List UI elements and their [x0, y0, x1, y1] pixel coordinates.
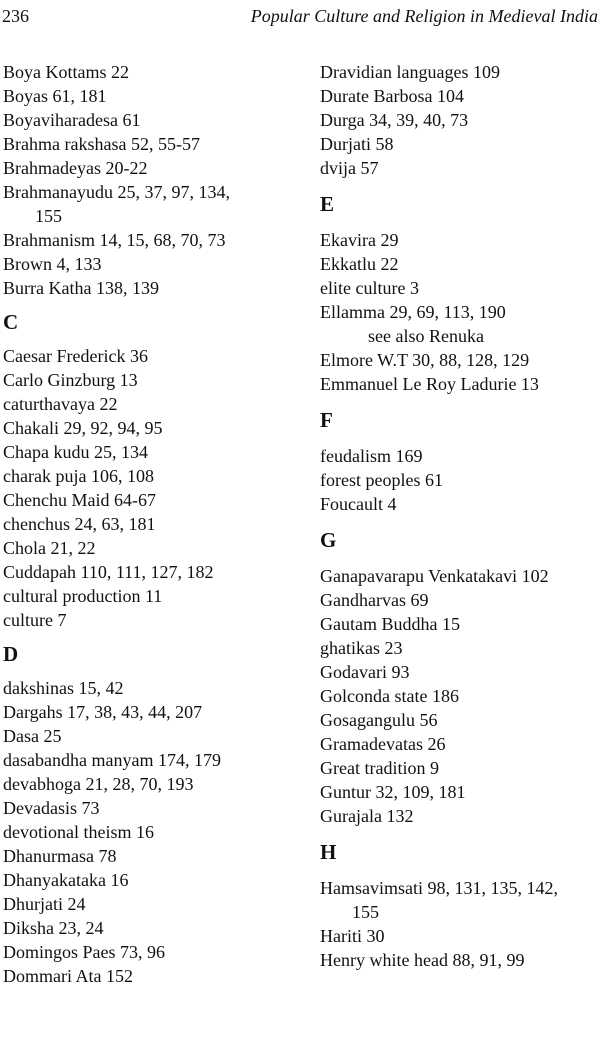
index-entry: Boyas 61, 181 — [3, 86, 107, 106]
index-subentry-see-also: see also Renuka — [368, 326, 484, 346]
index-entry: Hariti 30 — [320, 926, 385, 946]
index-entry: elite culture 3 — [320, 278, 419, 298]
index-entry: Devadasis 73 — [3, 798, 100, 818]
index-entry: ghatikas 23 — [320, 638, 403, 658]
index-entry: Gurajala 132 — [320, 806, 414, 826]
index-entry: feudalism 169 — [320, 446, 423, 466]
index-entry: Domingos Paes 73, 96 — [3, 942, 165, 962]
index-entry: Dhurjati 24 — [3, 894, 86, 914]
index-entry: dakshinas 15, 42 — [3, 678, 124, 698]
index-entry: Elmore W.T 30, 88, 128, 129 — [320, 350, 530, 370]
index-entry: chenchus 24, 63, 181 — [3, 514, 156, 534]
index-entry: Gramadevatas 26 — [320, 734, 446, 754]
entry-line: Hamsavimsati 98, 131, 135, 142, — [320, 878, 558, 898]
index-entry: Durga 34, 39, 40, 73 — [320, 110, 469, 130]
index-column-right — [320, 60, 598, 972]
section-heading-f: F — [320, 408, 333, 432]
entry-continuation: 155 — [352, 902, 379, 922]
entry-line: Brahmanayudu 25, 37, 97, 134, — [3, 182, 230, 202]
index-entry: Golconda state 186 — [320, 686, 459, 706]
index-entry: Foucault 4 — [320, 494, 397, 514]
entry-continuation: 155 — [35, 206, 62, 226]
index-entry: Dargahs 17, 38, 43, 44, 207 — [3, 702, 203, 722]
index-entry: Great tradition 9 — [320, 758, 439, 778]
index-entry: caturthavaya 22 — [3, 394, 118, 414]
index-entry: dasabandha manyam 174, 179 — [3, 750, 221, 770]
index-entry: Boya Kottams 22 — [3, 62, 129, 82]
index-entry: Brahmadeyas 20-22 — [3, 158, 148, 178]
index-entry: Ekkatlu 22 — [320, 254, 399, 274]
index-entry: Dhanyakataka 16 — [3, 870, 129, 890]
index-section-b — [3, 60, 298, 300]
index-entry: culture 7 — [3, 610, 67, 630]
index-entry: Chola 21, 22 — [3, 538, 96, 558]
index-entry: Dhanurmasa 78 — [3, 846, 117, 866]
index-entry: Ellamma 29, 69, 113, 190 — [320, 302, 506, 322]
index-entry-hamsavimsati — [320, 876, 598, 924]
index-entry: charak puja 106, 108 — [3, 466, 154, 486]
running-title: Popular Culture and Religion in Medieval India — [250, 6, 598, 26]
section-heading-g: G — [320, 528, 337, 552]
page-header — [0, 0, 600, 34]
index-entry: Diksha 23, 24 — [3, 918, 104, 938]
index-entry: Gosagangulu 56 — [320, 710, 438, 730]
index-section-g — [320, 564, 598, 828]
section-heading-h: H — [320, 840, 337, 864]
index-entry-brahmanayudu — [3, 180, 298, 228]
index-entry: dvija 57 — [320, 158, 379, 178]
index-entry: Chakali 29, 92, 94, 95 — [3, 418, 163, 438]
index-entry: Guntur 32, 109, 181 — [320, 782, 466, 802]
index-entry: devotional theism 16 — [3, 822, 154, 842]
index-entry: Boyaviharadesa 61 — [3, 110, 141, 130]
index-section-d-cont — [320, 60, 598, 180]
index-section-d — [3, 676, 298, 988]
index-entry: Godavari 93 — [320, 662, 410, 682]
index-entry: Burra Katha 138, 139 — [3, 278, 159, 298]
index-entry: cultural production 11 — [3, 586, 163, 606]
index-entry: Durjati 58 — [320, 134, 394, 154]
index-entry: Caesar Frederick 36 — [3, 346, 148, 366]
index-entry: Dasa 25 — [3, 726, 62, 746]
index-entry: Dravidian languages 109 — [320, 62, 500, 82]
index-entry: Emmanuel Le Roy Ladurie 13 — [320, 374, 539, 394]
index-entry: Brown 4, 133 — [3, 254, 102, 274]
index-entry: Brahma rakshasa 52, 55-57 — [3, 134, 200, 154]
index-entry: Cuddapah 110, 111, 127, 182 — [3, 562, 214, 582]
index-entry: Brahmanism 14, 15, 68, 70, 73 — [3, 230, 226, 250]
index-entry: forest peoples 61 — [320, 470, 443, 490]
index-section-c — [3, 344, 298, 632]
index-entry: Henry white head 88, 91, 99 — [320, 950, 525, 970]
section-heading-e: E — [320, 192, 335, 216]
section-heading-c: C — [3, 310, 19, 334]
index-entry: Chapa kudu 25, 134 — [3, 442, 148, 462]
index-section-f — [320, 444, 598, 516]
section-heading-d: D — [3, 642, 19, 666]
index-column-left — [3, 60, 298, 988]
index-entry: Gandharvas 69 — [320, 590, 429, 610]
index-entry: Chenchu Maid 64-67 — [3, 490, 156, 510]
index-entry: Dommari Ata 152 — [3, 966, 133, 986]
page-number: 236 — [2, 6, 29, 26]
index-section-h — [320, 876, 598, 972]
index-entry: Carlo Ginzburg 13 — [3, 370, 138, 390]
index-entry: Gautam Buddha 15 — [320, 614, 460, 634]
index-entry: Durate Barbosa 104 — [320, 86, 464, 106]
index-entry: Ganapavarapu Venkatakavi 102 — [320, 566, 549, 586]
index-section-e — [320, 228, 598, 396]
index-entry: devabhoga 21, 28, 70, 193 — [3, 774, 194, 794]
index-entry: Ekavira 29 — [320, 230, 399, 250]
